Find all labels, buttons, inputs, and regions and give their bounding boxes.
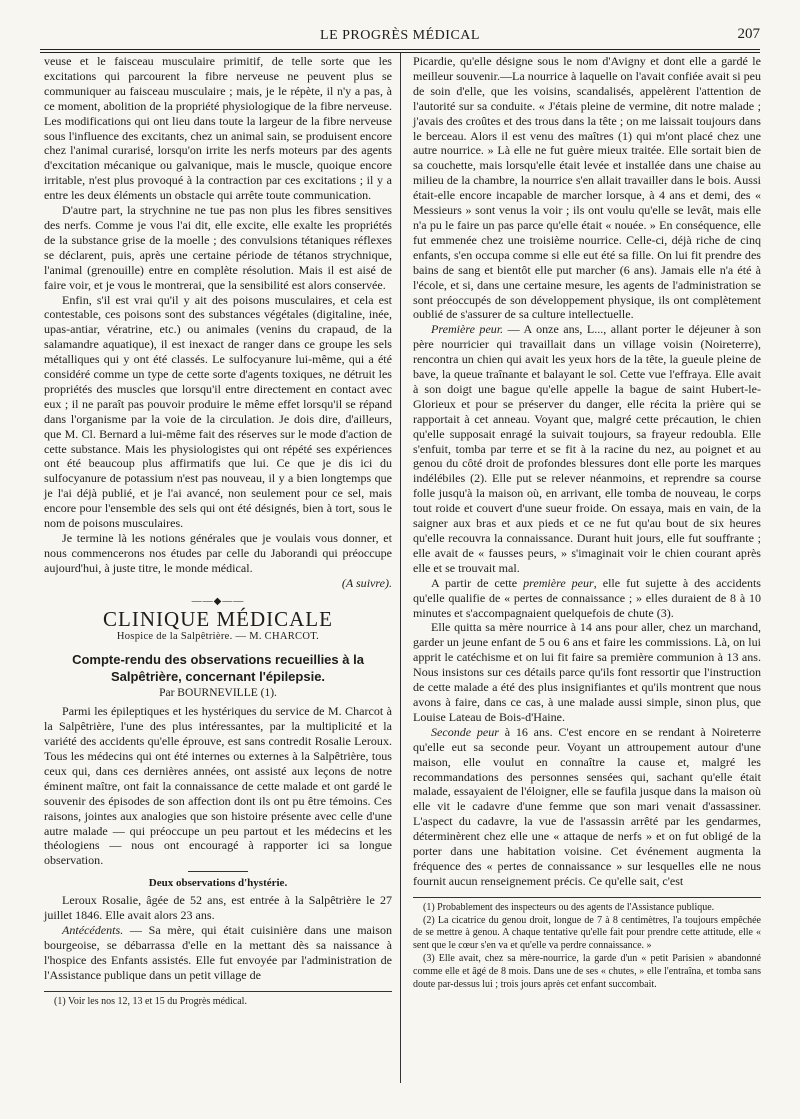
paragraph <box>413 322 761 575</box>
footnote: (1) Probablement des inspecteurs ou des agents de l'Assistance publique. <box>423 901 715 913</box>
paragraph <box>413 576 761 621</box>
paragraph: Je termine là les notions générales que je voulais vous donner, et nous commencerons nos études par celle du Jaborandi qui préoccupe aujourd'hui, à juste titre, le monde médical. <box>44 531 392 575</box>
footnote: (2) La cicatrice du genou droit, longue de 7 à 8 centimètres, l'a toujours empêchée de se mettre à genou. A chaque tentative qu'elle fait pour prendre cette attitude, elle « sent que le cœur s'en va et qu'elle va perdre connaissance. » <box>413 914 761 952</box>
footnote: (1) Voir les nos 12, 13 et 15 du Progrès médical. <box>54 995 247 1007</box>
article-author: Par BOURNEVILLE (1). <box>159 687 277 700</box>
running-title: LE PROGRÈS MÉDICAL <box>320 28 480 43</box>
short-rule <box>188 871 248 872</box>
italic-text: première peur <box>523 575 594 590</box>
paragraph: Parmi les épileptiques et les hystériques du service de M. Charcot à la Salpêtrière, l'une des plus intéressantes, par la multiplicité et la variété des accidents qu'elle éprouve, est sans contredit Rosalie Leroux. Tous les médecins qui ont été internes ou externes à la Salpêtrière, tous ceux qui, dans ces dernières années, ont assisté aux leçons de notre éminent maître, ont fait la connaissance de cette malade et ont gardé le souvenir des épisodes de son affection dont ils ont pu être témoins. Ces raisons, jointes aux analogies que son histoire présente avec celle d'une autre malade — qui préoccupe un peu partout et les médecins et les théologiens — nous ont encouragé à rapporter ici sa longue observation. <box>44 704 392 868</box>
page-number: 207 <box>737 26 760 42</box>
paragraph: D'autre part, la strychnine ne tue pas non plus les fibres sensitives des nerfs. Comme je vous l'ai dit, elle excite, elle exalte les propriétés de la substance grise de la moelle ; des convulsions tétaniques réflexes se déclarent, puis, après une certaine période de tétanos strychnique, l'animal (grenouille) entre en complète résolution. Mais il est aisé de faire voir, et je vous le montrerai, que la sensibilité est alors conservée. <box>44 203 392 292</box>
paragraph-text: — Sa mère, qui était cuisinière dans une maison bourgeoise, se débarrassa d'elle en la mettant dès sa naissance à l'hospice des Enfants assistés. Elle fut envoyée par l'administration de l'Assistance publique dans un petit village de <box>44 922 392 982</box>
left-column <box>44 54 392 1008</box>
section-separator: ——◆—— <box>191 595 245 607</box>
paragraph: Picardie, qu'elle désigne sous le nom d'Avigny et dont elle a gardé le meilleur souvenir.—La nourrice à laquelle on l'avait confiée avait si peu de soin d'elle, que les voisins, scandalisés, appelèrent l'attention de l'autorité sur sa conduite. « J'étais pleine de vermine, dit notre malade ; j'avais des croûtes et des trous dans la tête ; on me laissait toujours dans le berceau. Alors il est venu des maîtres (1) qui m'ont placé chez une autre nourrice. » Là elle ne fut guère mieux traitée. Elle sortait bien de sa couchette, mais lorsqu'elle était levée et installée dans une chaise au milieu de la chambre, la nourrice s'en allait travailler dans le bois. Aussi était-elle encore incapable de marcher lorsque, à 4 ans et demi, des « Messieurs » sont venus la voir ; ils ont voulu qu'elle se levât, mais elle n'a pu le faire un pas parce qu'elle était « nouée. » En conséquence, elle fut emmenée chez une troisième nourrice. Celle-ci, déjà riche de cinq enfants, s'en occupa comme si elle eut été sa fille. On lui fit prendre des bains de sang et bientôt elle put marcher (6 ans). Jamais elle n'a été à l'école, et si, dans une certaine mesure, les agents de l'administration se sont préoccupés de son développement physique, ils ont complètement oublié de s'assurer de sa culture intellectuelle. <box>413 54 761 322</box>
hospice-line: Hospice de la Salpêtrière. — M. CHARCOT. <box>116 631 320 643</box>
page-header <box>40 26 760 48</box>
article-title: Compte-rendu des observations recueillies à la Salpêtrière, concernant l'épilepsie. <box>72 652 364 685</box>
footnote: (3) Elle avait, chez sa mère-nourrice, la garde d'un « petit Parisien » abandonné comme elle et âgé de 8 mois. Dans une de ses « chutes, » elle l'entraîna, et tomba sans doute par-dessus lui ; trois jours après cet enfant succombait. <box>413 952 761 990</box>
paragraph-text: , elle fut sujette à des accidents qu'elle qualifie de « pertes de connaissance ; » elles duraient de 8 à 10 minutes et s'accompagnaient quelquefois de chute (3). <box>413 575 761 620</box>
footnote-rule <box>413 897 761 898</box>
subsection-title: Deux observations d'hystérie. <box>148 877 288 890</box>
antecedents-label: Antécédents. <box>62 922 124 937</box>
right-column <box>413 54 761 991</box>
seconde-peur-label: Seconde peur <box>431 724 499 739</box>
paragraph: veuse et le faisceau musculaire primitif, de telle sorte que les excitations qui parcourent la fibre nerveuse ne peuvent plus se communiquer au faisceau musculaire ; mais, je le répète, il n'y a pas, à ce moment, abolition de la propriété physiologique de la fibre nerveuse. Les modifications qui ont lieu dans toute la largeur de la fibre nerveuse sous l'influence des excitants, chez un animal sain, se produisent encore chez l'animal curarisé, lorsqu'on irrite les nerfs moteurs par des agents d'excitation mécanique ou galvanique, mais le muscle, quoique encore irritable, n'est plus provoqué à la contraction par ces excitations ; il y a entre les deux éléments un obstacle qui arrête toute communication. <box>44 54 392 203</box>
premiere-peur-label: Première peur. <box>431 322 504 337</box>
paragraph: Enfin, s'il est vrai qu'il y ait des poisons musculaires, et cela est contestable, ces poisons sont des substances végétales (digitaline, inée, upas-antiar, vératrine, etc.) ou animales (venins du crapaud, de la salamandre aquatique), il est inexact de ranger dans ce groupe les sels métalliques qui y ont été classés. Le sulfocyanure lui-même, qui a été considéré comme un type de cette sorte d'agents toxiques, ne détruit les propriétés des muscles que lorsqu'il entre directement en contact avec eux ; il ne paraît pas pouvoir produire le même effet lorsqu'il se répand dans l'organisme par la voie de la circulation. Je dois dire, d'ailleurs, que M. Cl. Bernard a lui-même fait des réserves sur le mode d'action de cette substance. Mais les physiologistes qui ont répété ses expériences ont été beaucoup plus affirmatifs que lui. Ce que je dis ici du sulfocyanure de potassium n'est pas nouveau, il y a bien longtemps que je l'ai déjà publié, et je l'ai avancé, non seulement pour ce sel, mais encore pour l'ensemble des sels qui ont été désignés, bien à tort, sous le nom de poisons musculaires. <box>44 292 392 531</box>
paragraph: Leroux Rosalie, âgée de 52 ans, est entrée à la Salpêtrière le 27 juillet 1846. Elle avait alors 23 ans. <box>44 893 392 923</box>
to-be-continued: (A suivre). <box>341 575 392 590</box>
paragraph-text: A partir de cette <box>431 575 524 590</box>
footnote-rule <box>44 991 392 992</box>
paragraph <box>413 725 761 889</box>
section-title: CLINIQUE MÉDICALE <box>103 606 333 631</box>
paragraph <box>44 923 392 983</box>
paragraph: Elle quitta sa mère nourrice à 14 ans pour aller, chez un marchand, garder un jeune enfant de 5 ou 6 ans et faire les commissions. Là, on lui apprit le catéchisme et on lui fit faire sa première communion à 13 ans. Nous insistons sur ces détails parce qu'ils font ressortir que l'instruction de cette malade a été des plus insignifiantes et qu'ils montrent que nous avons à faire, dans ce cas, à une malade aussi simple, sinon plus, que Louise Lateau de Bois-d'Haine. <box>413 620 761 724</box>
column-divider <box>400 53 401 1083</box>
header-rule-top <box>40 49 760 50</box>
paragraph-text: à 16 ans. C'est encore en se rendant à Noireterre qu'elle eut sa seconde peur. Voyant un attroupement autour d'une maison, elle voulut en connaître la cause et, malgré les recommandations des personnes sensées qui, sachant qu'elle était malade, essayaient de l'éloigner, elle se faufila jusque dans la maison où elle vit le cadavre d'une femme que son mari venait d'assassiner. L'aspect du cadavre, la vue de l'assassin arrêté par les gendarmes, déterminèrent chez elle une « attaque de nerfs » et on fut obligé de la porter dans une habitation voisine. Cet événement augmenta la fréquence des « pertes de connaissance » sur lesquelles elle ne nous fournit aucun renseignement précis. Ce qu'elle sait, c'est <box>413 724 761 888</box>
paragraph-text: — A onze ans, L..., allant porter le déjeuner à son père nourricier qui travaillait dans un village voisin (Noireterre), rencontra un chien qui avait les yeux hors de la tête, la gueule pleine de bave, la queue traînante et balayant le sol. Cette vue l'effraya. Elle avait à son doigt une bague qu'elle appelle la bague de saint Hubert-le-Glorieux et pour se préserver du danger, elle récita la prière qui se rapportait à cet anneau. Voyant que, malgré cette précaution, le chien qu'elle supposait enragé la suivait toujours, sa frayeur redoubla. Elle s'enfuit, tomba par terre et se fit à la racine du nez, au poignet et au genou du côté droit de profondes blessures dont elle porte les marques indélébiles (2). Elle put se relever néanmoins, et reprendre sa course folle jusqu'à la maison où, en arrivant, elle tomba de nouveau, le corps tout roide et couvert d'une sueur froide. On essaya, mais en vain, de la saigner aux bras et aux pieds et ce ne fut qu'au bout de six heures qu'elle recouvra la connaissance. Durant huit jours, elle fut souffrante ; elle avait de « fausses peurs, » s'imaginait voir le chien courant après elle et se trouvait mal. <box>413 322 761 575</box>
